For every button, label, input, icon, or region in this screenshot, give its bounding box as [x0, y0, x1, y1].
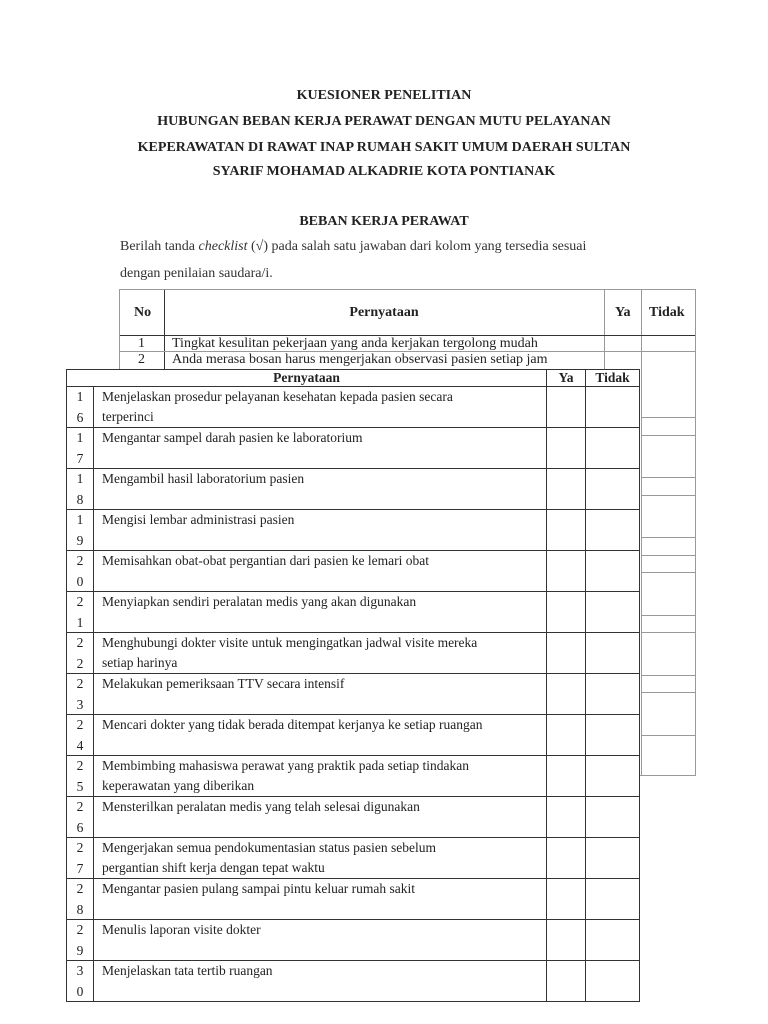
- table-row: [67, 551, 640, 592]
- row-number: [67, 715, 94, 756]
- yes-checkbox-cell[interactable]: [547, 510, 586, 551]
- yes-checkbox-cell[interactable]: [547, 756, 586, 797]
- statement-line: Menjelaskan prosedur pelayanan kesehatan kepada pasien secara: [102, 389, 453, 404]
- row-divider: [641, 615, 695, 616]
- row-number-part: 2: [76, 635, 84, 650]
- yes-checkbox-cell[interactable]: [547, 797, 586, 838]
- row-number-part: 2: [76, 676, 84, 691]
- statement-line: Mengisi lembar administrasi pasien: [102, 512, 295, 527]
- title-line-4: SYARIF MOHAMAD ALKADRIE KOTA PONTIANAK: [212, 164, 556, 179]
- row-number-part: 9: [76, 943, 84, 958]
- row-number: [67, 551, 94, 592]
- yes-checkbox-cell[interactable]: [547, 428, 586, 469]
- table-row: [67, 633, 640, 674]
- front-table: [66, 369, 640, 1002]
- statement-line: Mengantar sampel darah pasien ke laboratorium: [102, 430, 363, 445]
- row-number-part: 0: [76, 984, 84, 999]
- no-checkbox-cell[interactable]: [586, 797, 640, 838]
- row-number: 2: [138, 352, 145, 367]
- no-checkbox-cell[interactable]: [586, 387, 640, 428]
- row-number: [67, 387, 94, 428]
- row-number-part: 2: [76, 922, 84, 937]
- row-divider: [641, 735, 695, 736]
- yes-checkbox-cell[interactable]: [547, 633, 586, 674]
- row-divider: [641, 692, 695, 693]
- yes-checkbox-cell[interactable]: [547, 551, 586, 592]
- row-statement: Tingkat kesulitan pekerjaan yang anda kerjakan tergolong mudah: [172, 336, 538, 351]
- statement-line: Mencari dokter yang tidak berada ditempat kerjanya ke setiap ruangan: [102, 717, 483, 732]
- row-number: [67, 510, 94, 551]
- no-checkbox-cell[interactable]: [586, 838, 640, 879]
- row-divider: [641, 555, 695, 556]
- no-checkbox-cell[interactable]: [586, 961, 640, 1002]
- row-statement: [94, 510, 547, 551]
- row-number-part: 2: [76, 840, 84, 855]
- no-checkbox-cell[interactable]: [586, 469, 640, 510]
- header-yes: Ya: [547, 370, 586, 387]
- row-divider: [641, 477, 695, 478]
- row-number-part: 3: [76, 963, 84, 978]
- row-number-part: 2: [76, 799, 84, 814]
- row-number: [67, 961, 94, 1002]
- row-number-part: 2: [76, 758, 84, 773]
- row-number: [67, 879, 94, 920]
- row-statement: [94, 797, 547, 838]
- table-row: [67, 428, 640, 469]
- statement-line: Menghubungi dokter visite untuk mengingatkan jadwal visite mereka: [102, 635, 478, 650]
- no-checkbox-cell[interactable]: [586, 756, 640, 797]
- row-number-part: 4: [76, 738, 84, 753]
- row-number: 1: [138, 336, 145, 351]
- statement-line: Mengambil hasil laboratorium pasien: [102, 471, 305, 486]
- row-number-part: 1: [76, 512, 84, 527]
- col-divider: [641, 290, 642, 775]
- table-row: [67, 756, 640, 797]
- row-number-part: 9: [76, 533, 84, 548]
- row-number-part: 1: [76, 615, 84, 630]
- row-divider: [641, 495, 695, 496]
- row-number: [67, 592, 94, 633]
- row-number-part: 1: [76, 430, 84, 445]
- statement-line: keperawatan yang diberikan: [102, 778, 255, 793]
- table-row: [67, 961, 640, 1002]
- statement-line: Menjelaskan tata tertib ruangan: [102, 963, 273, 978]
- table-row: [67, 920, 640, 961]
- title-line-3: KEPERAWATAN DI RAWAT INAP RUMAH SAKIT UMUM DAERAH SULTAN: [137, 140, 631, 155]
- row-statement: [94, 674, 547, 715]
- row-statement: Anda merasa bosan harus mengerjakan observasi pasien setiap jam: [172, 352, 548, 367]
- instruction-line-1: [120, 239, 586, 255]
- row-statement: [94, 715, 547, 756]
- yes-checkbox-cell[interactable]: [547, 592, 586, 633]
- header-yes: Ya: [615, 305, 631, 320]
- row-number-part: 8: [76, 902, 84, 917]
- row-number: [67, 838, 94, 879]
- statement-line: Mengantar pasien pulang sampai pintu keluar rumah sakit: [102, 881, 416, 896]
- table-row: [67, 469, 640, 510]
- statement-line: terperinci: [102, 409, 154, 424]
- row-statement: [94, 756, 547, 797]
- row-number-part: 2: [76, 553, 84, 568]
- no-checkbox-cell[interactable]: [586, 920, 640, 961]
- statement-line: Mengerjakan semua pendokumentasian status pasien sebelum: [102, 840, 437, 855]
- no-checkbox-cell[interactable]: [586, 551, 640, 592]
- statement-line: Mensterilkan peralatan medis yang telah selesai digunakan: [102, 799, 420, 814]
- row-number: [67, 756, 94, 797]
- yes-checkbox-cell[interactable]: [547, 920, 586, 961]
- row-number: [67, 469, 94, 510]
- row-divider: [641, 417, 695, 418]
- row-statement: [94, 961, 547, 1002]
- header-no-answer: Tidak: [586, 370, 640, 387]
- row-number-part: 6: [76, 820, 84, 835]
- row-number-part: 2: [76, 881, 84, 896]
- row-statement: [94, 879, 547, 920]
- row-number-part: 1: [76, 471, 84, 486]
- row-number-part: 8: [76, 492, 84, 507]
- row-number-part: 7: [76, 861, 84, 876]
- header-no-answer: Tidak: [649, 305, 685, 320]
- table-row: [67, 510, 640, 551]
- no-checkbox-cell[interactable]: [586, 715, 640, 756]
- row-number-part: 6: [76, 410, 84, 425]
- row-number-part: 7: [76, 451, 84, 466]
- statement-line: Membimbing mahasiswa perawat yang praktik pada setiap tindakan: [102, 758, 470, 773]
- row-divider: [641, 675, 695, 676]
- row-divider: [641, 572, 695, 573]
- yes-checkbox-cell[interactable]: [547, 674, 586, 715]
- no-checkbox-cell[interactable]: [586, 879, 640, 920]
- yes-checkbox-cell[interactable]: [547, 961, 586, 1002]
- row-number: [67, 633, 94, 674]
- header-statement: Pernyataan: [349, 305, 419, 320]
- row-statement: [94, 838, 547, 879]
- table-row: [67, 797, 640, 838]
- table-row: [67, 715, 640, 756]
- header-no: No: [134, 305, 152, 320]
- table-row: [67, 387, 640, 428]
- row-number-part: 1: [76, 389, 84, 404]
- table-row: [67, 838, 640, 879]
- section-title: BEBAN KERJA PERAWAT: [299, 214, 469, 229]
- statement-line: Memisahkan obat-obat pergantian dari pasien ke lemari obat: [102, 553, 430, 568]
- row-statement: [94, 428, 547, 469]
- row-number-part: 3: [76, 697, 84, 712]
- row-number: [67, 920, 94, 961]
- header-statement: Pernyataan: [67, 370, 547, 387]
- row-divider: [641, 537, 695, 538]
- yes-checkbox-cell[interactable]: [547, 469, 586, 510]
- title-line-2: HUBUNGAN BEBAN KERJA PERAWAT DENGAN MUTU PELAYANAN: [157, 114, 611, 129]
- row-number-part: 2: [76, 717, 84, 732]
- instruction-pre: Berilah tanda: [120, 239, 199, 254]
- instruction-post: (√) pada salah satu jawaban dari kolom yang tersedia sesuai: [247, 239, 587, 254]
- row-statement: [94, 387, 547, 428]
- row-number-part: 2: [76, 594, 84, 609]
- row-number-part: 0: [76, 574, 84, 589]
- statement-line: Menulis laporan visite dokter: [102, 922, 261, 937]
- instruction-italic: checklist: [198, 239, 248, 254]
- row-number-part: 2: [76, 656, 84, 671]
- row-statement: [94, 592, 547, 633]
- statement-line: setiap harinya: [102, 655, 178, 670]
- yes-checkbox-cell[interactable]: [547, 715, 586, 756]
- table-row: [67, 879, 640, 920]
- statement-line: pergantian shift kerja dengan tepat waktu: [102, 860, 325, 875]
- row-divider: [641, 435, 695, 436]
- table-row: [67, 592, 640, 633]
- row-number: [67, 428, 94, 469]
- row-number: [67, 797, 94, 838]
- row-statement: [94, 551, 547, 592]
- row-statement: [94, 920, 547, 961]
- table-row: [67, 674, 640, 715]
- yes-checkbox-cell[interactable]: [547, 838, 586, 879]
- yes-checkbox-cell[interactable]: [547, 879, 586, 920]
- title-line-1: KUESIONER PENELITIAN: [296, 88, 472, 103]
- statement-line: Melakukan pemeriksaan TTV secara intensif: [102, 676, 345, 691]
- row-statement: [94, 469, 547, 510]
- yes-checkbox-cell[interactable]: [547, 387, 586, 428]
- no-checkbox-cell[interactable]: [586, 633, 640, 674]
- row-divider: [641, 632, 695, 633]
- row-statement: [94, 633, 547, 674]
- no-checkbox-cell[interactable]: [586, 510, 640, 551]
- no-checkbox-cell[interactable]: [586, 592, 640, 633]
- statement-line: Menyiapkan sendiri peralatan medis yang akan digunakan: [102, 594, 417, 609]
- no-checkbox-cell[interactable]: [586, 428, 640, 469]
- row-number-part: 5: [76, 779, 84, 794]
- no-checkbox-cell[interactable]: [586, 674, 640, 715]
- row-number: [67, 674, 94, 715]
- instruction-line-2: dengan penilaian saudara/i.: [120, 266, 273, 281]
